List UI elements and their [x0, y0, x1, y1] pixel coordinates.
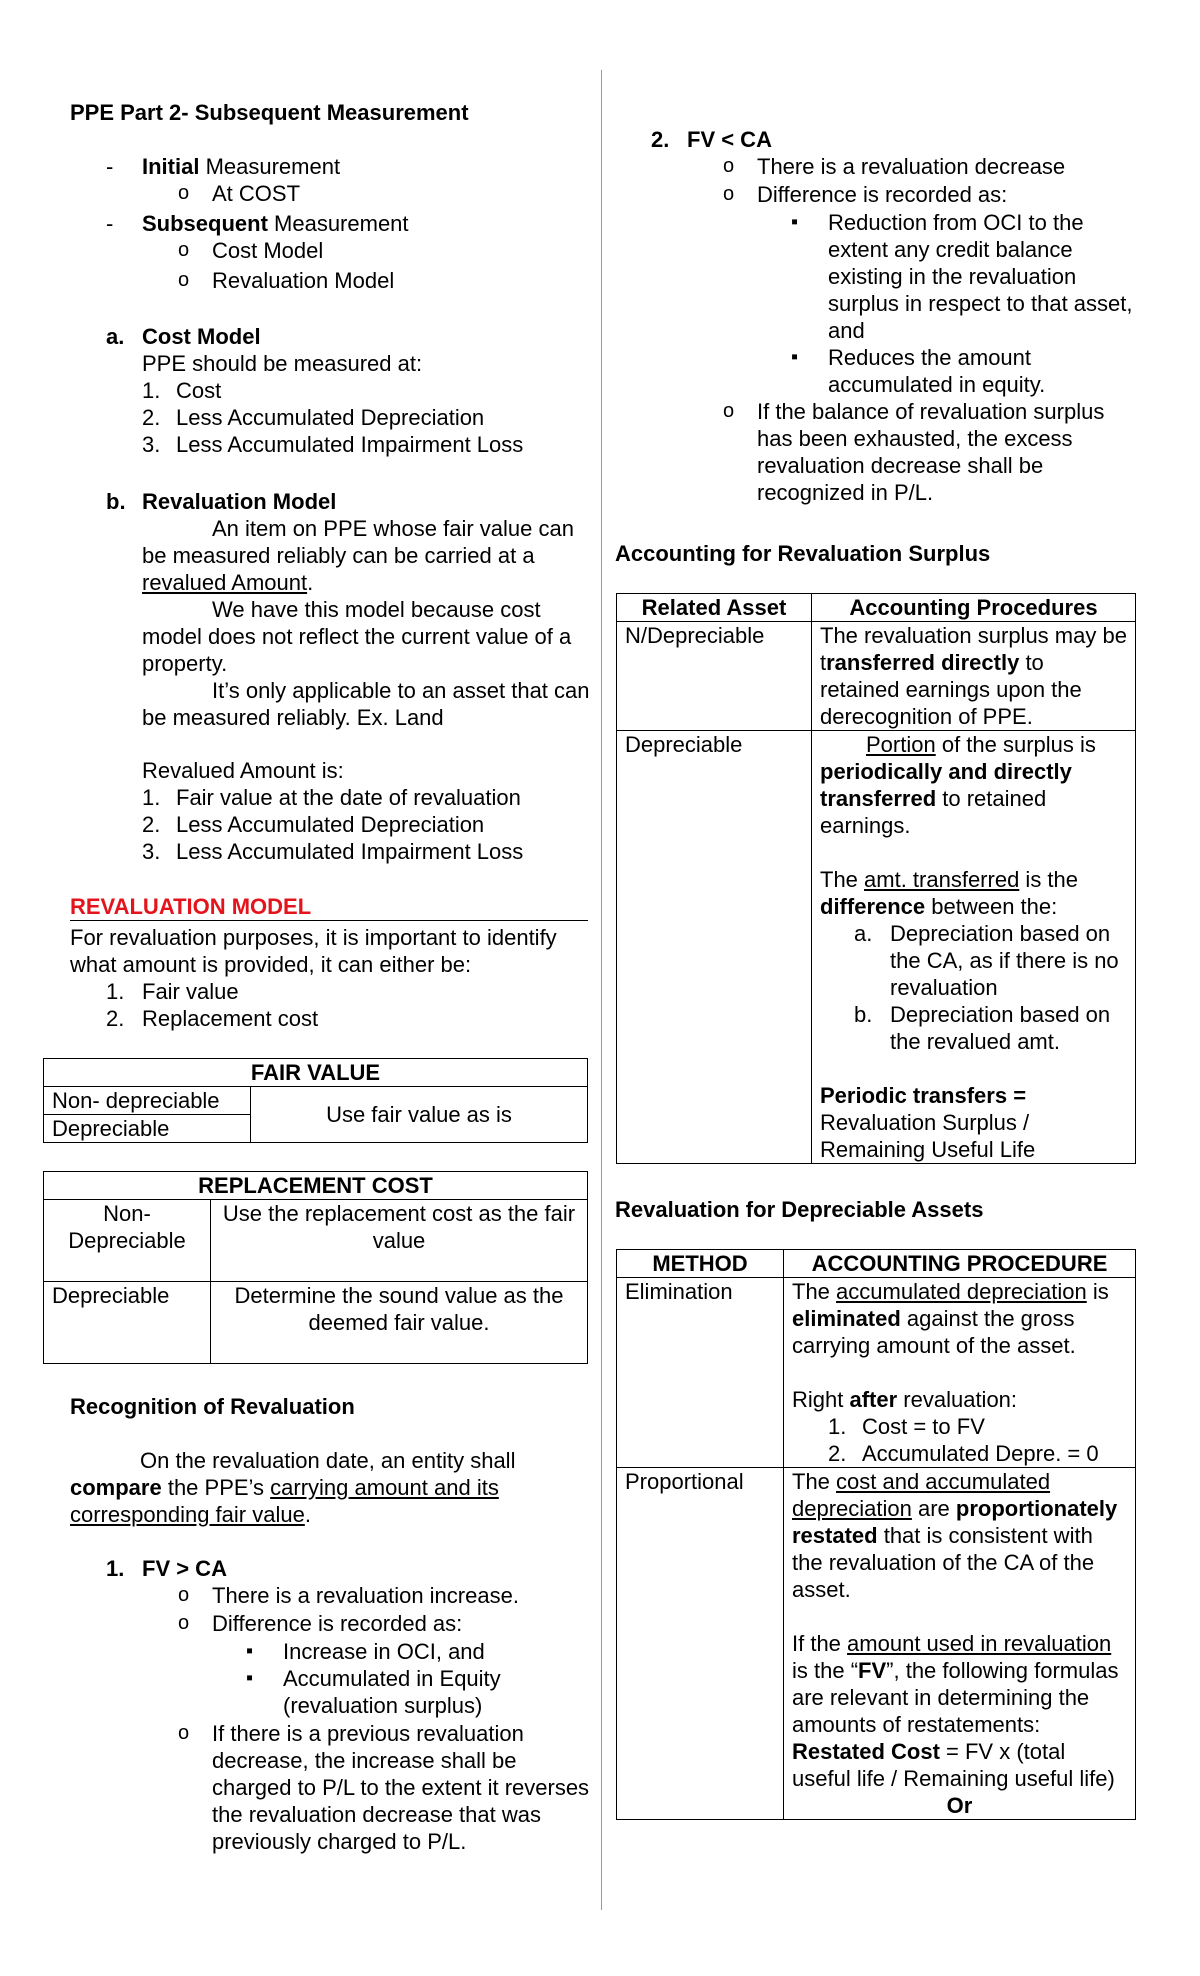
cost-model-section: a. Cost Model PPE should be measured at: 1. Cost 2. Less Accumulated Depreciation 3. Less Accumulated Impairment Loss	[70, 323, 590, 458]
fv-greater-title: FV > CA	[142, 1556, 227, 1581]
table-header: ACCOUNTING PROCEDURE	[784, 1250, 1136, 1278]
replacement-cost-table	[43, 1171, 588, 1364]
revaluation-model-title: Revaluation Model	[142, 489, 337, 514]
page-title: PPE Part 2- Subsequent Measurement	[70, 100, 469, 125]
list-item: 3. Less Accumulated Impairment Loss	[142, 432, 524, 457]
list-item: 1. Fair value at the date of revaluation	[142, 785, 521, 810]
revaluation-model-heading: REVALUATION MODEL	[70, 893, 588, 921]
initial-measurement: - Initial Measurement	[70, 153, 590, 180]
subsequent-measurement: - Subsequent Measurement	[70, 210, 590, 237]
revaluation-paragraph: An item on PPE whose fair value can be measured reliably can be carried at a revalued Amount. We have this model because cost model does not reflect the current value of a property. It’s only applicable to an asset that can be measured reliably. Ex. Land	[142, 516, 590, 730]
list-item: 2. Less Accumulated Depreciation	[142, 812, 485, 837]
list-item: o If the balance of revaluation surplus has been exhausted, the excess revaluation decrease shall be recognized in P/L.	[615, 398, 1135, 506]
at-cost-item: o At COST	[70, 180, 590, 207]
revaluation-model-item: o Revaluation Model	[70, 267, 590, 294]
list-item: o Difference is recorded as:	[70, 1610, 590, 1637]
list-item: ▪ Reduction from OCI to the extent any credit balance existing in the revaluation surplus in respect to that asset, and	[615, 209, 1135, 344]
list-item: ▪ Increase in OCI, and	[70, 1638, 590, 1665]
cost-model-title: Cost Model	[142, 324, 261, 349]
table-cell: Portion of the surplus is periodically and directly transferred to retained earnings. The amt. transferred is the difference between the: a. Depreciation based on the CA, as if there is no revaluation b. Depreciation based on the revalued amt. Periodic transfers = Revaluation Surplus / Remaining Useful Life	[812, 731, 1136, 1164]
table-cell: Depreciable	[44, 1282, 211, 1364]
depreciable-title: Revaluation for Depreciable Assets	[615, 1197, 984, 1222]
table-cell: Non- depreciable	[44, 1087, 251, 1115]
table-cell: Determine the sound value as the deemed fair value.	[211, 1282, 588, 1364]
list-item: 2. Less Accumulated Depreciation	[142, 405, 485, 430]
table-header: METHOD	[617, 1250, 784, 1278]
revaluation-purposes: For revaluation purposes, it is important to identify what amount is provided, it can either be: 1. Fair value 2. Replacement cost	[70, 924, 590, 1032]
list-item: o If there is a previous revaluation decrease, the increase shall be charged to P/L to the extent it reverses the revaluation decrease that was previously charged to P/L.	[70, 1720, 590, 1855]
list-item: 3. Less Accumulated Impairment Loss	[142, 839, 524, 864]
table-cell: The accumulated depreciation is eliminated against the gross carrying amount of the asset. Right after revaluation: 1. Cost = to FV 2. Accumulated Depre. = 0	[784, 1278, 1136, 1468]
fv-greater-section: 1. FV > CA o There is a revaluation increase. o Difference is recorded as: ▪ Increase in OCI, and ▪ Accumulated in Equity (revaluation surplus) o If there is a previous revaluation decrease, the increase shall be charged to P/L to the extent it reverses the revaluation decrease that was previously charged to P/L.	[70, 1555, 590, 1855]
fv-less-title: FV < CA	[687, 127, 772, 152]
revalued-amount-section: Revalued Amount is: 1. Fair value at the date of revaluation 2. Less Accumulated Depreciation 3. Less Accumulated Impairment Loss	[70, 757, 590, 865]
list-item: o There is a revaluation decrease	[615, 153, 1135, 180]
cost-model-item: o Cost Model	[70, 237, 590, 264]
table-cell: The cost and accumulated depreciation are proportionately restated that is consistent with the revaluation of the CA of the asset. If the amount used in revaluation is the “FV”, the following formulas are relevant in determining the amounts of restatements: Restated Cost = FV x (total useful life / Remaining useful life) Or	[784, 1468, 1136, 1820]
cost-model-intro: PPE should be measured at:	[142, 351, 423, 376]
table-cell: Depreciable	[617, 731, 812, 1164]
surplus-title: Accounting for Revaluation Surplus	[615, 541, 991, 566]
table-cell: N/Depreciable	[617, 622, 812, 731]
list-item: o Difference is recorded as:	[615, 181, 1135, 208]
recognition-title: Recognition of Revaluation	[70, 1394, 355, 1419]
table-header: Related Asset	[617, 594, 812, 622]
recognition-paragraph: On the revaluation date, an entity shall compare the PPE’s carrying amount and its corresponding fair value.	[70, 1448, 516, 1527]
revaluation-surplus-table	[616, 593, 1136, 1164]
table-cell: Proportional	[617, 1468, 784, 1820]
table-cell: Use fair value as is	[251, 1087, 588, 1143]
table-header: Accounting Procedures	[812, 594, 1136, 622]
list-item: ▪ Reduces the amount accumulated in equity.	[615, 344, 1135, 398]
table-cell: Elimination	[617, 1278, 784, 1468]
table-cell: Depreciable	[44, 1115, 251, 1143]
fv-less-section: 2. FV < CA o There is a revaluation decrease o Difference is recorded as: ▪ Reduction from OCI to the extent any credit balance existing in the revaluation surplus in respect to that asset, and ▪ Reduces the amount accumulated in equity. o If the balance of revaluation surplus has been exhausted, the excess revaluation decrease shall be recognized in P/L.	[615, 126, 1135, 506]
table-cell: Use the replacement cost as the fair value	[211, 1200, 588, 1282]
list-item: 1. Cost	[142, 378, 222, 403]
replacement-cost-header: REPLACEMENT COST	[44, 1172, 588, 1200]
list-item: ▪ Accumulated in Equity (revaluation surplus)	[70, 1665, 590, 1719]
list-item: o There is a revaluation increase.	[70, 1582, 590, 1609]
table-cell: Non- Depreciable	[44, 1200, 211, 1282]
depreciable-assets-table	[616, 1249, 1136, 1820]
list-item: 1. Fair value	[106, 979, 239, 1004]
table-cell: The revaluation surplus may be transferred directly to retained earnings upon the derecognition of PPE.	[812, 622, 1136, 731]
measurement-list	[70, 153, 590, 294]
fair-value-header: FAIR VALUE	[44, 1059, 588, 1087]
column-divider	[601, 70, 602, 1910]
fair-value-table	[43, 1058, 588, 1143]
revaluation-model-section: b. Revaluation Model An item on PPE whose fair value can be measured reliably can be carried at a revalued Amount. We have this model because cost model does not reflect the current value of a property. It’s only applicable to an asset that can be measured reliably. Ex. Land	[70, 488, 590, 731]
list-item: 2. Replacement cost	[106, 1006, 319, 1031]
